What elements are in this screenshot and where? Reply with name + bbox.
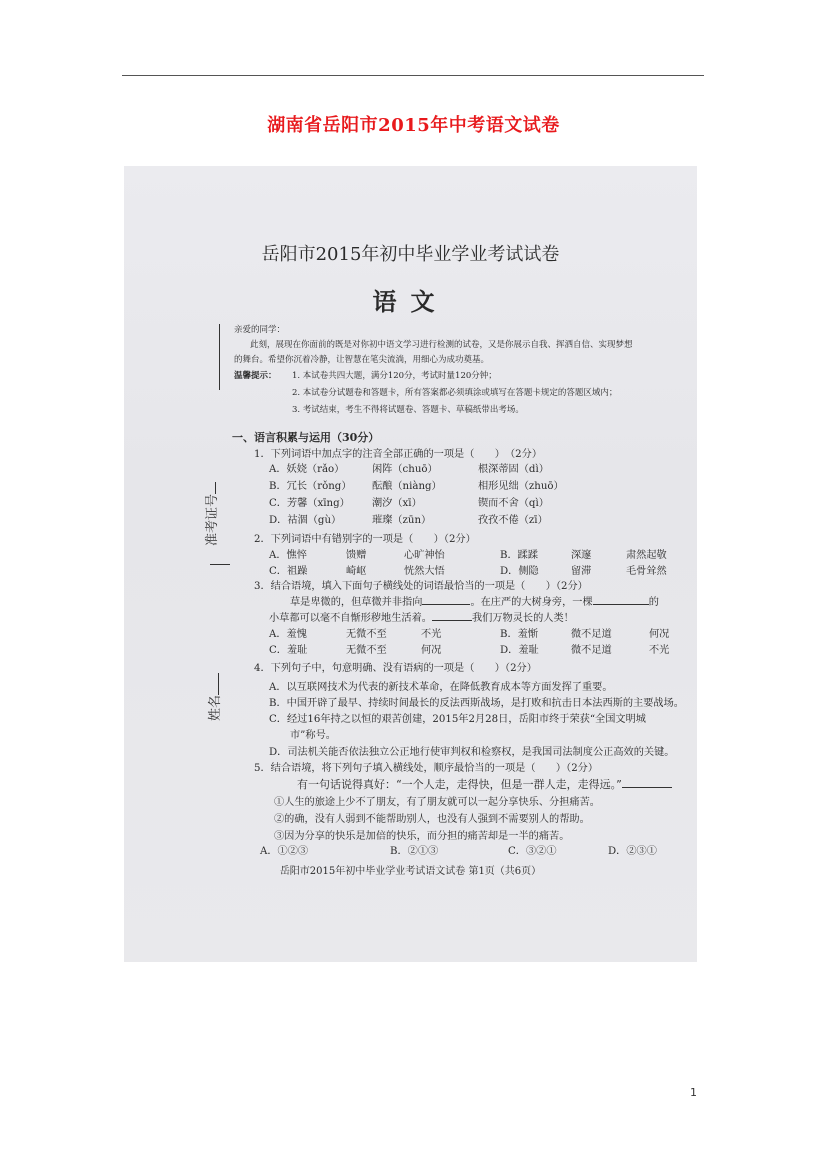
q3-option: D．羞耻 (500, 645, 539, 656)
exam-title: 岳阳市2015年初中毕业学业考试试卷 (261, 244, 560, 265)
q1-option: 潮汐（xī） (372, 498, 422, 509)
q2-option: 心旷神怡 (404, 550, 445, 561)
q3-option: 无微不至 (346, 645, 387, 656)
q2-option: B．蹂蹂 (500, 550, 539, 561)
q3-option: C．羞耻 (269, 645, 308, 656)
subject-title: 语文 (372, 287, 449, 316)
intro-line-1: 此刻，展现在你面前的既是对你初中语文学习进行检测的试卷，又是你展示自我、挥洒自信、实现梦想 (250, 340, 633, 350)
q1-option: 根深蒂固（dì） (478, 464, 549, 475)
question-1: 1．下列词语中加点字的注音全部正确的一项是（ ） （2分） (254, 449, 543, 460)
q5-option: A．①②③ (260, 846, 309, 857)
q3-sentence-1: 草是卑微的，但草微并非指向 。在庄严的大树身旁，一棵 的 (290, 597, 659, 608)
header-rule (122, 75, 704, 76)
q2-option: 毛骨耸然 (626, 566, 667, 577)
q3-option: 微不足道 (571, 629, 612, 640)
q5-item-2: ②的确，没有人弱到不能帮助别人，也没有人强到不需要别人的帮助。 (274, 814, 590, 825)
question-5: 5．结合语境，将下列句子填入横线处，顺序最恰当的一项是（ ）（2分） (254, 763, 599, 774)
q2-option: 恍然大悟 (404, 566, 445, 577)
q3-option: 无微不至 (346, 629, 387, 640)
q1-option: D．祜涸（gù） (269, 515, 342, 526)
q3-option: 微不足道 (571, 645, 612, 656)
q1-option: B．冗长（rǒng） (269, 481, 352, 492)
q3-sentence-2: 小草都可以毫不自惭形秽地生活着。 我们万物灵长的人类！ (269, 613, 574, 624)
q2-option: 肃然起敬 (626, 550, 667, 561)
tip-3: 3. 考试结束，考生不得将试题卷、答题卡、草稿纸带出考场。 (292, 405, 524, 415)
q4-option-b: B．中国开辟了最早、持续时间最长的反法西斯战场，是打败和抗击日本法西斯的主要战场。 (269, 698, 684, 709)
q2-option: C．祖躁 (269, 566, 308, 577)
q2-option: 留滞 (571, 566, 592, 577)
q3-option: 何况 (649, 629, 670, 640)
q4-option-c-cont: 市”称号。 (290, 730, 336, 741)
q4-option-a: A．以互联网技术为代表的新技术革命，在降低教育成本等方面发挥了重要。 (269, 682, 613, 693)
side-label-name: 姓名 (204, 673, 223, 721)
q4-option-c: C．经过16年持之以恒的艰苦创建，2015年2月28日，岳阳市终于荣获“全国文明城 (269, 714, 646, 725)
question-2: 2．下列词语中有错别字的一项是（ ）（2分） (254, 534, 476, 545)
question-3: 3．结合语境，填入下面句子横线处的词语最恰当的一项是（ ）（2分） (254, 581, 588, 592)
q5-item-1: ①人生的旅途上少不了朋友，有了朋友就可以一起分享快乐、分担痛苦。 (274, 797, 600, 808)
margin-line (219, 324, 220, 390)
side-label-id: 准考证号 (201, 482, 220, 546)
q5-item-3: ③因为分享的快乐是加倍的快乐，而分担的痛苦却是一半的痛苦。 (274, 831, 570, 842)
section-1-heading: 一、语言积累与运用（30分） (232, 431, 380, 444)
q1-option: 闲阵（chuō） (372, 464, 438, 475)
q3-option: 不光 (421, 629, 442, 640)
q1-option: 相形见绌（zhuō） (478, 481, 564, 492)
q2-option: 崎岖 (346, 566, 367, 577)
q2-option: 深邃 (571, 550, 592, 561)
tip-2: 2. 本试卷分试题卷和答题卡，所有答案都必须填涂或填写在答题卡规定的答题区域内； (292, 388, 618, 398)
greeting: 亲爱的同学： (234, 325, 286, 335)
page-number: 1 (690, 1086, 697, 1099)
q5-option: D．②③① (608, 846, 657, 857)
q4-option-d: D．司法机关能否依法独立公正地行使审判权和检察权，是我国司法制度公正高效的关键。 (269, 747, 675, 758)
q2-option: D．侧隐 (500, 566, 539, 577)
margin-mark (210, 564, 230, 565)
q2-option: 馈赠 (346, 550, 367, 561)
q5-sentence: 有一句话说得真好：“一个人走，走得快，但是一群人走，走得远。” (297, 776, 672, 792)
q5-option: C．③②① (508, 846, 557, 857)
q1-option: 璀璨（zūn） (372, 515, 432, 526)
question-4: 4．下列句子中，句意明确、没有语病的一项是（ ）（2分） (254, 663, 537, 674)
q2-option: A．憔悴 (269, 550, 307, 561)
tips-label: 温馨提示： (234, 371, 277, 381)
exam-footer: 岳阳市2015年初中毕业学业考试语文试卷 第1页（共6页） (279, 866, 542, 877)
q3-option: 何况 (421, 645, 442, 656)
q1-option: C．芳馨（xīng） (269, 498, 350, 509)
q1-option: 孜孜不倦（zī） (478, 515, 548, 526)
q3-option: 不光 (649, 645, 670, 656)
q3-option: B．羞惭 (500, 629, 539, 640)
q1-option: 锲而不舍（qì） (478, 498, 549, 509)
q3-option: A．羞愧 (269, 629, 307, 640)
intro-line-2: 的舞台。希望你沉着冷静，让智慧在笔尖流淌，用细心为成功奠基。 (234, 355, 490, 365)
tip-1: 1. 本试卷共四大题，满分120分，考试时量120分钟； (292, 371, 497, 381)
scanned-exam-page (124, 166, 697, 962)
document-title: 湖南省岳阳市2015年中考语文试卷 (267, 115, 560, 136)
q1-option: 酝酿（niàng） (372, 481, 442, 492)
q1-option: A．妖娆（rǎo） (269, 464, 345, 475)
q5-option: B．②①③ (390, 846, 439, 857)
